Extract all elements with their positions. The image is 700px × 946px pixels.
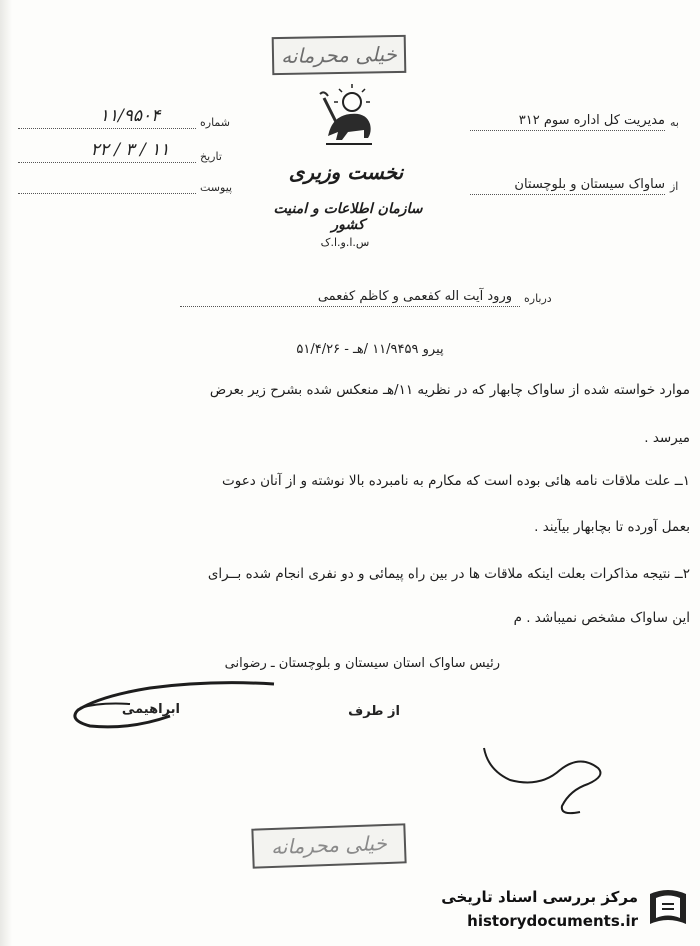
date-value: ۲۲ / ۳ / ۱۱: [90, 140, 170, 160]
to-value: مدیریت کل اداره سوم ۳۱۲: [518, 113, 665, 128]
date-label: تاریخ: [200, 150, 222, 163]
book-logo-icon: [644, 884, 692, 932]
lion-and-sun-emblem-icon: [306, 78, 386, 158]
signature-on-behalf: از طرف: [348, 704, 400, 719]
attachment-label: پیوست: [200, 181, 233, 194]
subject-dotted-line: [180, 306, 520, 307]
date-dotted-line: [18, 162, 196, 163]
body-line-6: این ساواک مشخص نمیباشد . م: [513, 610, 690, 626]
body-line-5: ۲ــ نتیجه مذاکرات بعلت اینکه ملاقات ها در بین راه پیمائی و دو نفری انجام شده بــرای: [207, 566, 690, 582]
signature-scribble-right: [470, 740, 630, 820]
subject-label: درباره: [524, 292, 552, 305]
from-label: از: [670, 180, 679, 193]
signature-scribble-left: [60, 678, 280, 738]
from-value: ساواک سیستان و بلوچستان: [514, 177, 665, 192]
to-dotted-line: [470, 130, 665, 131]
body-line-2: میرسد .: [644, 430, 690, 446]
number-dotted-line: [18, 128, 196, 129]
to-label: به: [670, 116, 679, 129]
classification-stamp-bottom: خیلی محرمانه: [251, 823, 406, 868]
body-line-1: موارد خواسته شده از ساواک چابهار که در نظریه ۱۱/هـ منعکس شده بشرح زیر بعرض: [209, 382, 690, 398]
source-watermark: [392, 880, 692, 940]
subject-value: ورود آیت اله کفعمی و کاظم کفعمی: [317, 289, 512, 304]
classification-stamp-top: خیلی محرمانه: [272, 35, 407, 75]
number-label: شماره: [200, 116, 231, 129]
watermark-persian-text: مرکز بررسی اسناد تاریخی: [441, 888, 638, 906]
number-value: ۱۱/۹۵۰۴: [99, 106, 161, 126]
body-line-4: بعمل آورده تا بچابهار بیآیند .: [534, 519, 690, 535]
watermark-url-text: historydocuments.ir: [467, 912, 638, 930]
page-edge-shadow: [0, 0, 12, 946]
from-dotted-line: [470, 194, 665, 195]
attachment-dotted-line: [18, 193, 196, 194]
signature-head: رئیس ساواک استان سیستان و بلوچستان ـ رضوانی: [224, 656, 500, 671]
emblem-code: س.ا.و.ا.ک: [320, 236, 370, 249]
body-line-3: ۱ــ علت ملاقات نامه هائی بوده است که مکارم به نامبرده بالا نوشته و از آنان دعوت: [222, 473, 690, 489]
emblem-org: سازمان اطلاعات و امنیت کشور: [273, 201, 423, 233]
reference-line: پیرو ۱۱/۹۴۵۹ /هـ - ۵۱/۴/۲۶: [296, 342, 444, 357]
signature-signer: ابراهیمی: [121, 702, 180, 717]
emblem-title: نخست وزیری: [288, 160, 404, 184]
